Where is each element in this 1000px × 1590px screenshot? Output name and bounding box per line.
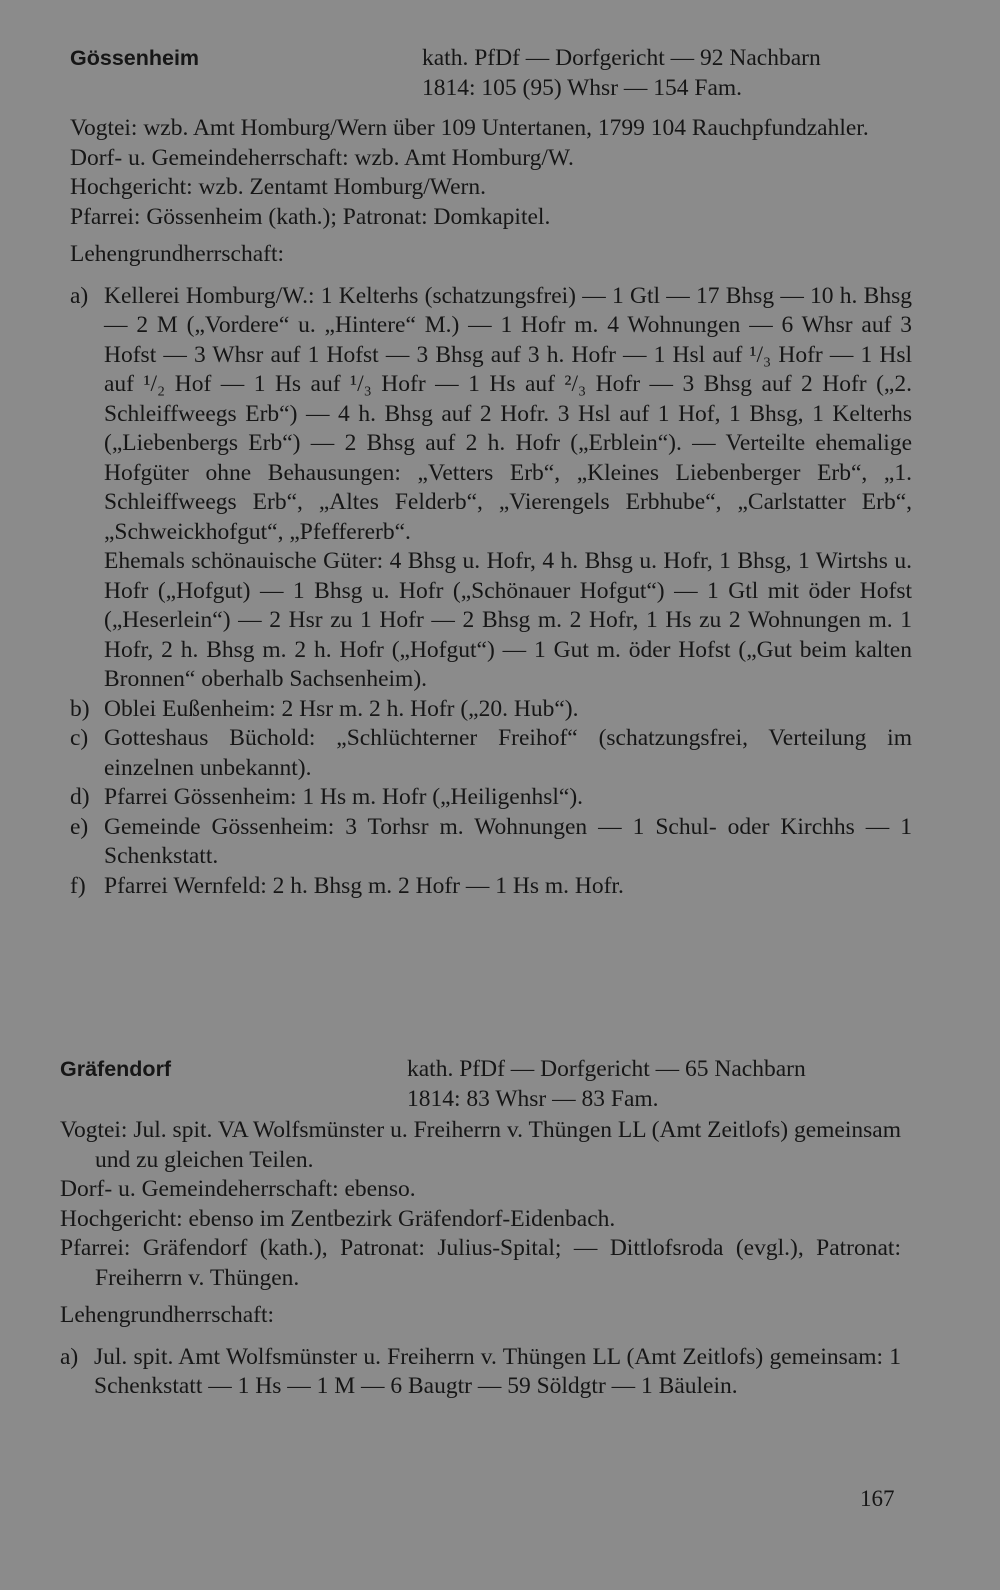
lehen-list [60, 1343, 901, 1402]
lehengrundherrschaft-heading: Lehengrundherrschaft: [60, 1302, 275, 1328]
entry-header [60, 1055, 901, 1114]
list-item [70, 813, 912, 872]
item-marker: a) [70, 282, 89, 309]
vogtei-paragraph: Vogtei: wzb. Amt Homburg/Wern über 109 Untertanen, 1799 104 Rauchpfundzahler. [70, 115, 869, 141]
item-marker: f) [70, 872, 86, 899]
item-marker: a) [60, 1343, 79, 1370]
page-number: 167 [860, 1486, 895, 1511]
item-text: Oblei Eußenheim: 2 Hsr m. 2 h. Hofr („20. Hub“). [104, 695, 579, 722]
lehen-list [70, 282, 912, 902]
vogtei-paragraph: Vogtei: Jul. spit. VA Wolfsmünster u. Freiherrn v. Thüngen LL (Amt Zeitlofs) gemeinsam und zu gleichen Teilen. [60, 1117, 901, 1173]
item-marker: d) [70, 784, 90, 810]
item-text: Gemeinde Gössenheim: 3 Torhsr m. Wohnungen — 1 Schul- oder Kirchhs — 1 Schenkstatt. [104, 813, 912, 869]
entry-goessenheim [0, 44, 1000, 901]
pfarrei-paragraph: Pfarrei: Gössenheim (kath.); Patronat: Domkapitel. [70, 203, 551, 230]
item-text: Gotteshaus Büchold: „Schlüchterner Freihof“ (schatzungsfrei, Verteilung im einzelnen unbekannt). [104, 725, 912, 781]
place-name: Gräfendorf [60, 1057, 172, 1081]
list-item [70, 695, 912, 725]
item-subtext: Ehemals schönauische Güter: 4 Bhsg u. Hofr, 4 h. Bhsg u. Hofr, 1 Bhsg, 1 Wirtshs u. Hofr („Hofgut) — 1 Bhsg u. Hofr („Schönauer Hofgut“) — 1 Gtl mit öder Hofst („Heserlein“) — 2 Hsr zu 1 Hofr — 2 Bhsg m. 2 Hofr, 1 Hs zu 2 Wohnungen m. 1 Hofr, 2 h. Bhsg m. 2 h. Hofr („Hofgut“) — 1 Gut m. öder Hofst („Gut beim kalten Bronnen“ oberhalb Sachsenheim). [104, 548, 912, 692]
item-marker: e) [70, 813, 89, 840]
item-text: Kellerei Homburg/W.: 1 Kelterhs (schatzungsfrei) — 1 Gtl — 17 Bhsg — 10 h. Bhsg — 2 M („Vordere“ u. „Hintere“ M.) — 1 Hofr m. 4 Wohnungen — 6 Whsr auf 3 Hofst — 3 Whsr auf 1 Hofst — 3 Bhsg auf 3 h. Hofr — 1 Hsl auf ¹/₃ Hofr — 1 Hsl auf ¹/₂ Hof — 1 Hs auf ¹/₃ Hofr — 1 Hs auf ²/₃ Hofr — 3 Bhsg auf 2 Hofr („2. Schleiffweegs Erb“) — 4 h. Bhsg auf 2 Hofr. 3 Hsl auf 1 Hof, 1 Bhsg, 1 Kelterhs („Liebenbergs Erb“) — 2 Bhsg auf 2 h. Hofr („Erblein“). — Verteilte ehemalige Hofgüter ohne Behausungen: „Vetters Erb“, „Kleines Liebenberger Erb“, „1. Schleiffweegs Erb“, „Altes Felderb“, „Vierengels Erbhube“, „Carlstatter Erb“, „Schweickhofgut“, „Pfeffererb“. [104, 282, 912, 545]
list-item [70, 282, 912, 695]
stats-line: kath. PfDf — Dorfgericht — 65 Nachbarn [407, 1056, 806, 1082]
place-name: Gössenheim [70, 46, 200, 70]
stats-line: 1814: 83 Whsr — 83 Fam. [407, 1085, 659, 1112]
stats-line: kath. PfDf — Dorfgericht — 92 Nachbarn [422, 45, 821, 71]
stats-line: 1814: 105 (95) Whsr — 154 Fam. [422, 74, 743, 101]
dorfherrschaft-paragraph: Dorf- u. Gemeindeherrschaft: ebenso. [60, 1176, 416, 1202]
hochgericht-paragraph: Hochgericht: ebenso im Zentbezirk Gräfendorf-Eidenbach. [60, 1205, 616, 1232]
list-item [70, 783, 912, 813]
pfarrei-paragraph: Pfarrei: Gräfendorf (kath.), Patronat: Julius-Spital; — Dittlofsroda (evgl.), Patronat: Freiherrn v. Thüngen. [60, 1235, 901, 1291]
hochgericht-paragraph: Hochgericht: wzb. Zentamt Homburg/Wern. [70, 174, 486, 200]
entry-header [70, 44, 912, 103]
list-item [70, 872, 912, 902]
lehengrundherrschaft-heading: Lehengrundherrschaft: [70, 241, 285, 267]
dorfherrschaft-paragraph: Dorf- u. Gemeindeherrschaft: wzb. Amt Homburg/W. [70, 144, 574, 171]
item-text: Pfarrei Wernfeld: 2 h. Bhsg m. 2 Hofr — 1 Hs m. Hofr. [104, 872, 624, 899]
entry-graefendorf [0, 1055, 1000, 1402]
item-text: Pfarrei Gössenheim: 1 Hs m. Hofr („Heiligenhsl“). [104, 784, 584, 810]
place-stats [422, 44, 821, 103]
list-item [60, 1343, 901, 1402]
item-marker: c) [70, 725, 89, 751]
list-item [70, 724, 912, 783]
item-text: Jul. spit. Amt Wolfsmünster u. Freiherrn v. Thüngen LL (Amt Zeitlofs) gemeinsam: 1 Schenkstatt — 1 Hs — 1 M — 6 Baugtr — 59 Söldgtr — 1 Bäulein. [94, 1343, 901, 1399]
item-marker: b) [70, 695, 90, 722]
place-stats [407, 1055, 806, 1114]
